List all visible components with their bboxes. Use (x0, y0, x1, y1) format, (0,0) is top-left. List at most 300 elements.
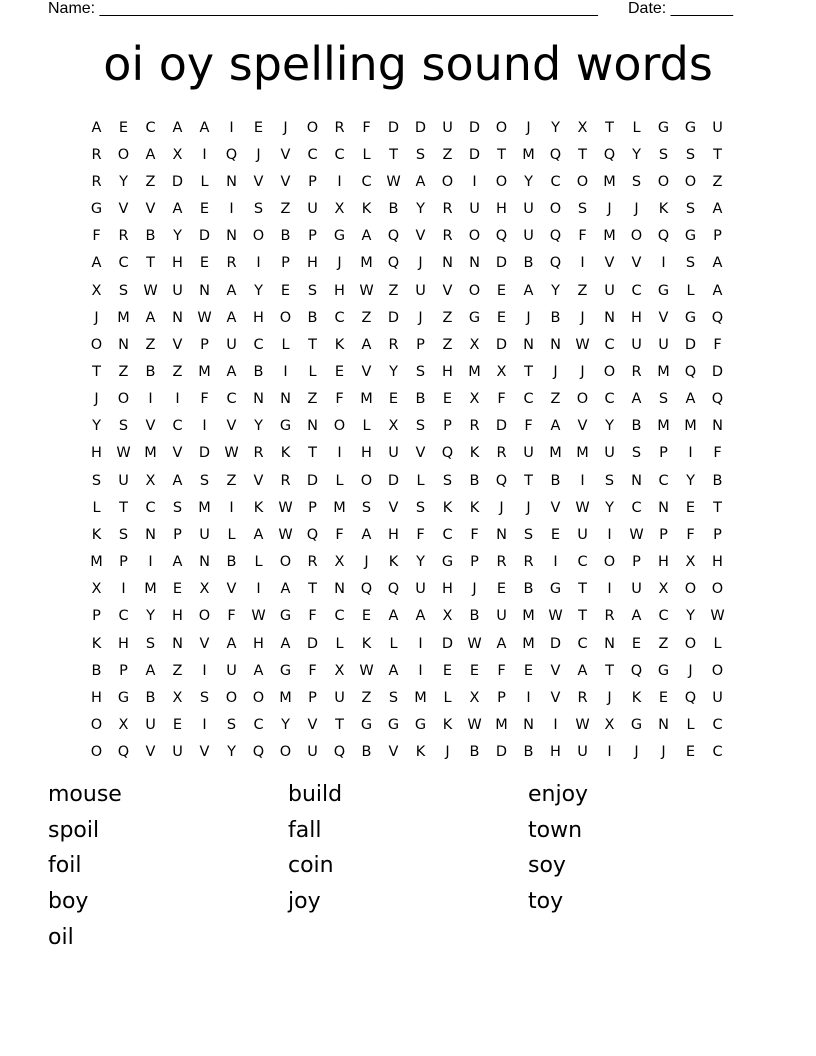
grid-letter: C (523, 391, 534, 408)
grid-letter: X (442, 608, 453, 625)
grid-letter: P (659, 445, 668, 462)
grid-letter: A (388, 608, 399, 625)
grid-letter: J (580, 309, 585, 326)
grid-letter: U (577, 744, 588, 761)
grid-letter: R (388, 336, 399, 353)
grid-letter: I (661, 255, 666, 272)
grid-letter: Q (333, 744, 346, 761)
grid-letter: N (253, 391, 264, 408)
grid-letter: V (226, 418, 237, 435)
grid-letter: I (229, 201, 234, 218)
grid-letter: G (468, 309, 481, 326)
grid-letter: M (522, 608, 535, 625)
grid-letter: E (442, 391, 453, 408)
grid-letter: O (657, 173, 670, 190)
grid-letter: I (202, 662, 207, 679)
grid-letter: E (253, 119, 264, 136)
grid-row (83, 304, 731, 331)
grid-letter: K (91, 526, 102, 543)
grid-letter: W (629, 526, 644, 543)
grid-letter: E (280, 282, 291, 299)
grid-letter: A (361, 526, 372, 543)
grid-letter: B (145, 363, 156, 380)
grid-letter: Z (118, 363, 129, 380)
grid-letter: N (307, 418, 318, 435)
grid-letter: O (441, 173, 454, 190)
grid-letter: Q (711, 309, 724, 326)
grid-letter: F (362, 119, 371, 136)
grid-row (83, 440, 731, 467)
grid-letter: C (253, 336, 264, 353)
grid-letter: K (469, 499, 480, 516)
grid-letter: S (361, 499, 372, 516)
grid-letter: Y (281, 717, 290, 734)
grid-letter: M (468, 363, 481, 380)
grid-letter: Y (605, 499, 614, 516)
grid-letter: Z (172, 363, 183, 380)
grid-row (83, 521, 731, 548)
grid-letter: W (143, 282, 158, 299)
grid-letter: R (253, 445, 264, 462)
grid-letter: L (335, 472, 344, 489)
grid-letter: U (523, 228, 534, 245)
grid-letter: Y (416, 554, 425, 571)
grid-letter: A (199, 119, 210, 136)
grid-letter: M (144, 581, 157, 598)
grid-letter: P (200, 336, 209, 353)
grid-letter: P (470, 554, 479, 571)
word-list-item: build (288, 782, 343, 807)
grid-letter: K (253, 499, 264, 516)
grid-letter: W (386, 173, 401, 190)
grid-letter: O (279, 744, 292, 761)
grid-letter: O (117, 146, 130, 163)
grid-letter: V (577, 418, 588, 435)
grid-letter: Y (524, 173, 533, 190)
grid-letter: Z (550, 391, 561, 408)
grid-letter: M (522, 635, 535, 652)
grid-row (83, 549, 731, 576)
grid-row (83, 250, 731, 277)
grid-letter: C (658, 472, 669, 489)
grid-letter: J (553, 363, 558, 380)
grid-letter: T (308, 581, 317, 598)
grid-letter: Q (684, 689, 697, 706)
grid-letter: T (578, 146, 587, 163)
grid-letter: I (121, 581, 126, 598)
grid-letter: I (607, 581, 612, 598)
grid-letter: E (334, 363, 345, 380)
grid-letter: K (91, 635, 102, 652)
grid-letter: A (415, 173, 426, 190)
word-list-item: joy (288, 889, 321, 915)
grid-row (83, 630, 731, 657)
grid-letter: X (199, 581, 210, 598)
grid-letter: Y (632, 146, 641, 163)
grid-letter: B (523, 255, 534, 272)
grid-letter: Y (92, 418, 101, 435)
grid-letter: C (334, 309, 345, 326)
grid-letter: D (414, 119, 427, 136)
grid-letter: R (577, 689, 588, 706)
grid-letter: R (604, 608, 615, 625)
grid-letter: L (686, 717, 695, 734)
grid-letter: L (713, 635, 722, 652)
word-list-item: toy (528, 889, 564, 915)
grid-letter: E (199, 255, 210, 272)
grid-letter: H (334, 282, 345, 299)
grid-letter: O (198, 608, 211, 625)
grid-letter: I (175, 391, 180, 408)
grid-letter: D (549, 635, 562, 652)
grid-letter: C (604, 336, 615, 353)
grid-letter: O (117, 391, 130, 408)
grid-letter: N (199, 554, 210, 571)
grid-letter: K (280, 445, 291, 462)
grid-letter: F (713, 336, 722, 353)
grid-letter: L (389, 635, 398, 652)
grid-letter: Q (387, 255, 400, 272)
grid-letter: B (253, 363, 264, 380)
grid-letter: M (279, 689, 292, 706)
grid-letter: Z (712, 173, 723, 190)
grid-letter: V (658, 309, 669, 326)
grid-letter: C (172, 418, 183, 435)
grid-letter: S (307, 282, 318, 299)
grid-letter: U (118, 472, 129, 489)
grid-letter: W (224, 445, 239, 462)
grid-letter: X (388, 418, 399, 435)
grid-letter: P (713, 228, 722, 245)
grid-letter: Y (227, 744, 236, 761)
grid-letter: F (578, 228, 587, 245)
grid-letter: D (495, 336, 508, 353)
grid-letter: K (442, 499, 453, 516)
grid-letter: E (172, 717, 183, 734)
word-list-item: oil (48, 924, 74, 950)
grid-letter: R (91, 173, 102, 190)
grid-letter: A (496, 635, 507, 652)
date-label: Date: _______ (628, 0, 733, 17)
grid-letter: R (307, 554, 318, 571)
grid-letter: E (685, 499, 696, 516)
grid-letter: R (496, 554, 507, 571)
grid-letter: M (360, 391, 373, 408)
grid-letter: I (553, 717, 558, 734)
grid-letter: V (280, 173, 291, 190)
grid-letter: I (229, 119, 234, 136)
grid-letter: D (198, 228, 211, 245)
grid-letter: A (631, 608, 642, 625)
grid-letter: M (684, 418, 697, 435)
grid-letter: G (684, 228, 697, 245)
grid-letter: F (335, 391, 344, 408)
grid-letter: Q (711, 391, 724, 408)
grid-letter: T (524, 472, 533, 489)
grid-letter: R (442, 228, 453, 245)
grid-letter: M (549, 445, 562, 462)
grid-letter: Y (146, 608, 155, 625)
header-line (48, 0, 748, 18)
grid-row (83, 576, 731, 603)
grid-letter: A (226, 363, 237, 380)
grid-letter: Y (389, 363, 398, 380)
grid-letter: S (658, 146, 669, 163)
grid-letter: L (632, 119, 641, 136)
grid-letter: N (334, 581, 345, 598)
grid-letter: X (334, 201, 345, 218)
grid-letter: Q (630, 662, 643, 679)
grid-letter: U (226, 662, 237, 679)
grid-letter: K (442, 717, 453, 734)
grid-letter: W (575, 336, 590, 353)
grid-letter: A (172, 119, 183, 136)
grid-letter: S (658, 391, 669, 408)
grid-letter: X (469, 391, 480, 408)
grid-letter: U (415, 581, 426, 598)
grid-letter: I (607, 744, 612, 761)
grid-letter: O (468, 282, 481, 299)
grid-letter: S (631, 445, 642, 462)
grid-letter: K (361, 201, 372, 218)
grid-letter: E (442, 662, 453, 679)
grid-letter: V (145, 744, 156, 761)
grid-letter: O (225, 689, 238, 706)
grid-letter: V (253, 472, 264, 489)
grid-letter: Q (387, 581, 400, 598)
grid-row (83, 114, 731, 141)
grid-letter: R (469, 418, 480, 435)
grid-letter: F (416, 526, 425, 543)
grid-letter: H (253, 635, 264, 652)
grid-letter: O (495, 119, 508, 136)
grid-letter: U (523, 201, 534, 218)
grid-letter: J (445, 744, 450, 761)
grid-letter: O (630, 228, 643, 245)
grid-letter: U (442, 119, 453, 136)
grid-letter: X (496, 363, 507, 380)
grid-letter: J (634, 201, 639, 218)
grid-letter: O (333, 418, 346, 435)
grid-letter: D (441, 635, 454, 652)
grid-letter: B (469, 608, 480, 625)
grid-letter: U (199, 526, 210, 543)
grid-letter: J (661, 744, 666, 761)
grid-letter: X (334, 662, 345, 679)
grid-letter: Y (254, 282, 263, 299)
grid-letter: R (334, 119, 345, 136)
grid-letter: I (580, 472, 585, 489)
grid-letter: D (306, 635, 319, 652)
grid-letter: H (361, 445, 372, 462)
grid-letter: O (711, 662, 724, 679)
grid-letter: G (549, 581, 562, 598)
grid-letter: A (361, 336, 372, 353)
grid-letter: L (443, 689, 452, 706)
grid-letter: S (118, 282, 129, 299)
grid-letter: T (389, 146, 398, 163)
grid-letter: Z (442, 309, 453, 326)
grid-letter: S (685, 201, 696, 218)
grid-letter: G (117, 689, 130, 706)
grid-letter: S (118, 418, 129, 435)
grid-letter: I (202, 717, 207, 734)
grid-letter: J (607, 689, 612, 706)
grid-letter: Q (225, 146, 238, 163)
grid-letter: K (361, 635, 372, 652)
grid-letter: S (118, 526, 129, 543)
grid-letter: S (415, 146, 426, 163)
grid-letter: G (684, 309, 697, 326)
grid-letter: F (686, 526, 695, 543)
grid-letter: H (118, 635, 129, 652)
grid-letter: S (577, 201, 588, 218)
grid-letter: P (443, 418, 452, 435)
grid-letter: C (712, 717, 723, 734)
grid-letter: W (575, 717, 590, 734)
grid-letter: A (523, 282, 534, 299)
grid-letter: M (360, 255, 373, 272)
grid-letter: D (495, 744, 508, 761)
grid-letter: C (145, 499, 156, 516)
grid-letter: S (415, 363, 426, 380)
grid-letter: X (145, 472, 156, 489)
grid-letter: V (172, 445, 183, 462)
grid-row (83, 358, 731, 385)
grid-letter: Z (145, 336, 156, 353)
grid-letter: Z (442, 336, 453, 353)
grid-letter: A (145, 309, 156, 326)
grid-letter: L (200, 173, 209, 190)
grid-letter: A (631, 391, 642, 408)
grid-letter: P (632, 554, 641, 571)
grid-letter: B (307, 309, 318, 326)
grid-letter: S (226, 717, 237, 734)
grid-letter: M (144, 445, 157, 462)
grid-letter: J (526, 119, 531, 136)
grid-letter: O (549, 201, 562, 218)
grid-letter: T (578, 581, 587, 598)
grid-letter: H (91, 689, 102, 706)
grid-letter: Z (442, 146, 453, 163)
grid-letter: B (469, 472, 480, 489)
grid-letter: L (281, 336, 290, 353)
grid-letter: F (308, 608, 317, 625)
grid-letter: F (470, 526, 479, 543)
grid-letter: B (145, 228, 156, 245)
grid-letter: X (91, 282, 102, 299)
grid-letter: E (496, 282, 507, 299)
grid-letter: N (604, 309, 615, 326)
grid-letter: T (578, 608, 587, 625)
grid-letter: N (145, 526, 156, 543)
grid-letter: N (172, 635, 183, 652)
grid-letter: Q (306, 526, 319, 543)
grid-letter: Q (495, 472, 508, 489)
grid-letter: T (524, 363, 533, 380)
grid-letter: C (253, 717, 264, 734)
grid-letter: P (308, 689, 317, 706)
grid-letter: O (576, 391, 589, 408)
grid-letter: V (280, 146, 291, 163)
word-list-item: coin (288, 853, 334, 879)
grid-letter: B (550, 309, 561, 326)
grid-letter: J (472, 581, 477, 598)
grid-letter: G (630, 717, 643, 734)
grid-letter: O (711, 581, 724, 598)
grid-letter: P (659, 526, 668, 543)
grid-letter: S (631, 173, 642, 190)
grid-letter: E (172, 581, 183, 598)
grid-letter: J (418, 255, 423, 272)
grid-letter: N (523, 717, 534, 734)
grid-letter: O (495, 173, 508, 190)
grid-letter: L (335, 635, 344, 652)
grid-letter: N (604, 635, 615, 652)
grid-letter: B (469, 744, 480, 761)
grid-letter: N (118, 336, 129, 353)
grid-letter: Z (172, 662, 183, 679)
grid-letter: J (526, 309, 531, 326)
grid-letter: D (387, 309, 400, 326)
grid-letter: M (657, 363, 670, 380)
grid-letter: Z (280, 201, 291, 218)
grid-letter: M (198, 363, 211, 380)
grid-letter: J (499, 499, 504, 516)
grid-letter: Q (360, 581, 373, 598)
grid-letter: G (387, 717, 400, 734)
grid-letter: D (198, 445, 211, 462)
grid-letter: R (226, 255, 237, 272)
grid-letter: M (657, 418, 670, 435)
grid-letter: P (308, 228, 317, 245)
grid-letter: A (145, 146, 156, 163)
grid-letter: E (118, 119, 129, 136)
grid-letter: A (145, 662, 156, 679)
grid-letter: U (631, 581, 642, 598)
grid-letter: W (278, 499, 293, 516)
grid-letter: V (145, 418, 156, 435)
grid-letter: L (254, 554, 263, 571)
grid-letter: U (307, 744, 318, 761)
grid-letter: B (388, 201, 399, 218)
grid-letter: P (497, 689, 506, 706)
page-title: oi oy spelling sound words (103, 37, 713, 91)
grid-letter: N (658, 499, 669, 516)
grid-letter: I (418, 662, 423, 679)
grid-letter: I (202, 418, 207, 435)
grid-letter: C (334, 146, 345, 163)
grid-letter: A (172, 472, 183, 489)
grid-letter: E (388, 391, 399, 408)
grid-letter: C (118, 255, 129, 272)
grid-letter: J (418, 309, 423, 326)
grid-letter: S (685, 255, 696, 272)
grid-letter: P (92, 608, 101, 625)
grid-letter: R (496, 445, 507, 462)
grid-letter: R (91, 146, 102, 163)
grid-letter: L (362, 146, 371, 163)
grid-letter: W (116, 445, 131, 462)
grid-letter: I (526, 689, 531, 706)
grid-letter: H (442, 581, 453, 598)
word-list-item: soy (528, 853, 566, 879)
grid-letter: A (388, 662, 399, 679)
grid-letter: Q (684, 363, 697, 380)
grid-letter: X (334, 554, 345, 571)
grid-letter: Q (549, 255, 562, 272)
grid-letter: J (526, 499, 531, 516)
